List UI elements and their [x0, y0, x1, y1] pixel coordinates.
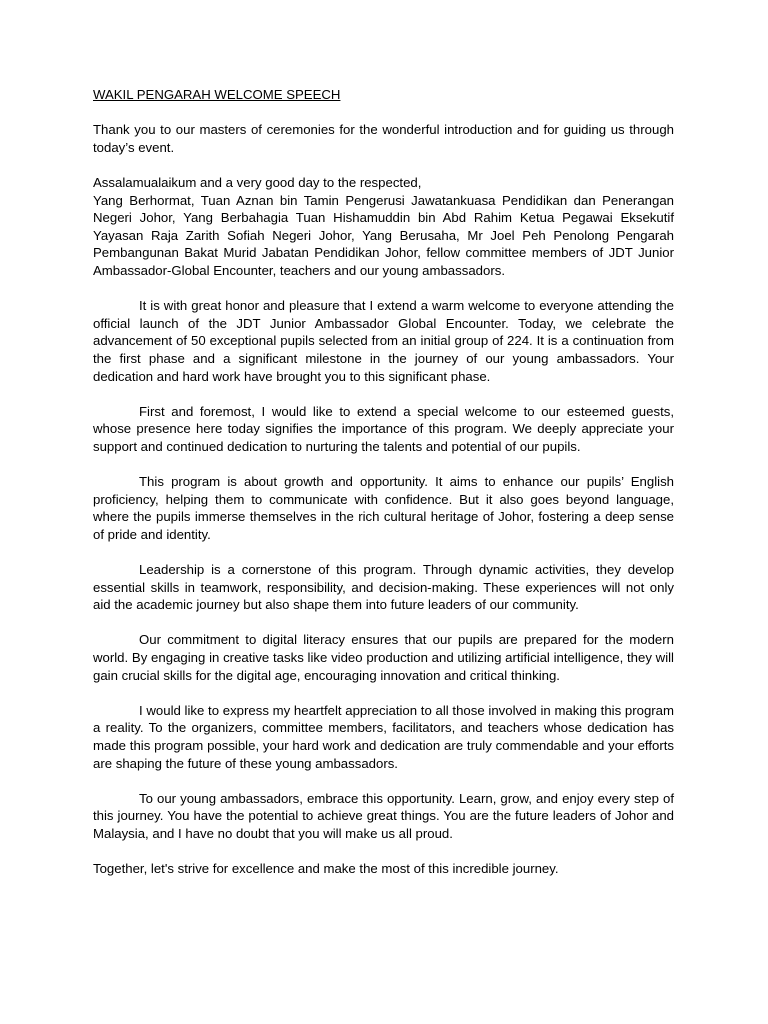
document-title: WAKIL PENGARAH WELCOME SPEECH [93, 87, 341, 102]
closing-paragraph: Together, let's strive for excellence and make the most of this incredible journey. [93, 861, 559, 877]
body-paragraph-leadership: Leadership is a cornerstone of this program. Through dynamic activities, they develop essential skills in teamwork, responsibility, and decision-making. These experiences will not only aid the academic journey but also shape them into future leaders of our community. [93, 562, 674, 613]
dignitaries-paragraph: Yang Berhormat, Tuan Aznan bin Tamin Pengerusi Jawatankuasa Pendidikan dan Penerangan Negeri Johor, Yang Berbahagia Tuan Hishamuddin bin Abd Rahim Ketua Pegawai Eksekutif Yayasan Raja Zarith Sofiah Negeri Johor, Yang Berusaha, Mr Joel Peh Penolong Pengarah Pembangunan Bakat Murid Jabatan Pendidikan Johor, fellow committee members of JDT Junior Ambassador-Global Encounter, teachers and our young ambassadors. [93, 192, 674, 278]
speech-document [93, 86, 674, 895]
body-paragraph-appreciation: I would like to express my heartfelt appreciation to all those involved in making this program a reality. To the organizers, committee members, facilitators, and teachers whose dedication has made this program possible, your hard work and dedication are truly commendable and your efforts are shaping the future of these young ambassadors. [93, 702, 674, 771]
body-paragraph-growth: This program is about growth and opportunity. It aims to enhance our pupils’ English proficiency, helping them to communicate with confidence. But it also goes beyond language, where the pupils immerse themselves in the rich cultural heritage of Johor, fostering a deep sense of pride and identity. [93, 474, 674, 542]
body-paragraph-digital-literacy: Our commitment to digital literacy ensures that our pupils are prepared for the modern world. By engaging in creative tasks like video production and utilizing artificial intelligence, they will gain crucial skills for the digital age, encouraging innovation and critical thinking. [93, 632, 674, 683]
intro-paragraph: Thank you to our masters of ceremonies for the wonderful introduction and for guiding us through today’s event. [93, 122, 674, 155]
body-paragraph-guests: First and foremost, I would like to extend a special welcome to our esteemed guests, whose presence here today signifies the importance of this program. We deeply appreciate your support and continued dedication to nurturing the talents and potential of our pupils. [93, 403, 674, 454]
body-paragraph-welcome: It is with great honor and pleasure that I extend a warm welcome to everyone attending the official launch of the JDT Junior Ambassador Global Encounter. Today, we celebrate the advancement of 50 exceptional pupils selected from an initial group of 224. It is a continuation from the first phase and a significant milestone in the journey of our young ambassadors. Your dedication and hard work have brought you to this significant phase. [93, 298, 674, 384]
greeting-block [93, 174, 674, 280]
greeting-line: Assalamualaikum and a very good day to the respected, [93, 174, 422, 190]
body-paragraph-ambassadors: To our young ambassadors, embrace this opportunity. Learn, grow, and enjoy every step of this journey. You have the potential to achieve great things. You are the future leaders of Johor and Malaysia, and I have no doubt that you will make us all proud. [93, 790, 674, 841]
